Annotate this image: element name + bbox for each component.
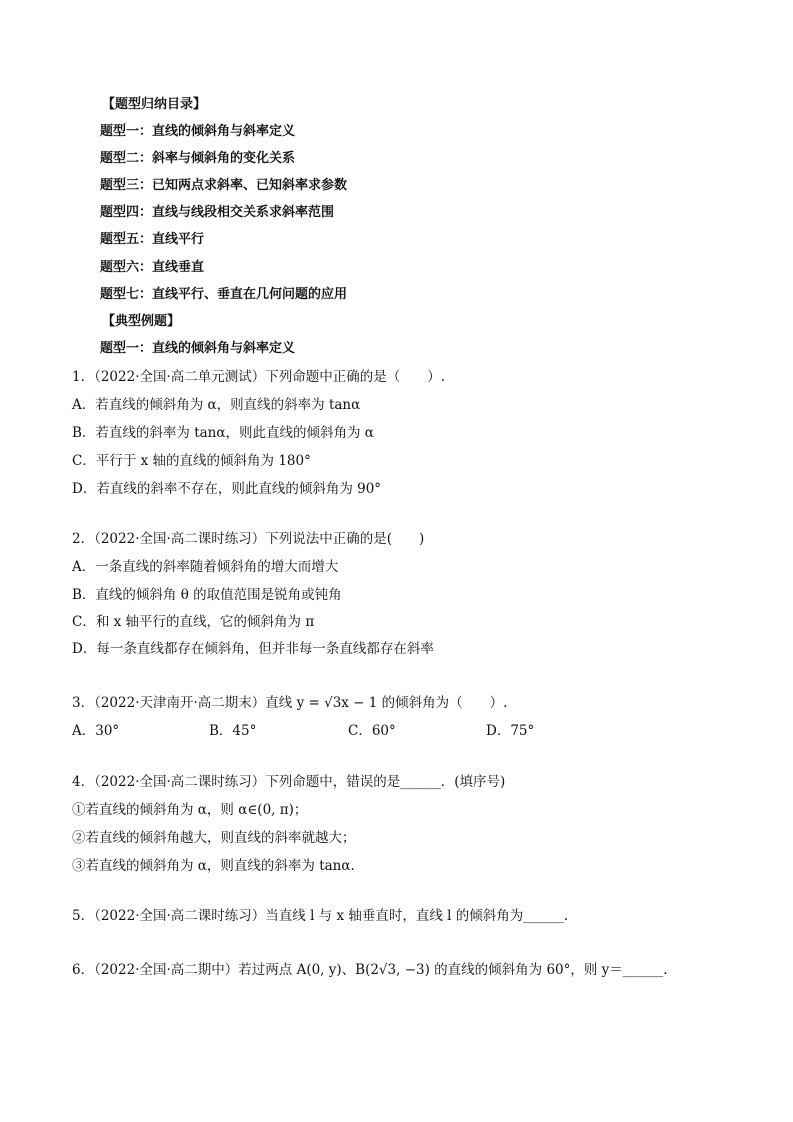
q2-option-d: D．每一条直线都存在倾斜角，但并非每一条直线都存在斜率 [72, 641, 434, 657]
q1-stem: 1．（2022·全国·高二单元测试）下列命题中正确的是（ ）. [72, 369, 446, 385]
q3-option-a: A．30° [72, 723, 120, 739]
q1-option-d: D．若直线的斜率不存在，则此直线的倾斜角为 90° [72, 481, 382, 497]
q2-option-c: C．和 x 轴平行的直线，它的倾斜角为 π [72, 614, 315, 630]
q6-stem: 6．（2022·全国·高二期中）若过两点 A(0, y)、B(2√3, −3) 的直线的倾斜角为 60°，则 y＝______. [72, 962, 668, 978]
q1-option-b: B．若直线的斜率为 tanα，则此直线的倾斜角为 α [72, 425, 374, 441]
toc-item-1: 题型一：直线的倾斜角与斜率定义 [100, 124, 296, 139]
section-title: 题型一：直线的倾斜角与斜率定义 [100, 341, 296, 356]
q4-stem: 4．（2022·全国·高二课时练习）下列命题中，错误的是______．(填序号) [72, 774, 506, 790]
q2-option-b: B．直线的倾斜角 θ 的取值范围是锐角或钝角 [72, 587, 342, 603]
q5-stem: 5．（2022·全国·高二课时练习）当直线 l 与 x 轴垂直时，直线 l 的倾斜角为______. [72, 908, 569, 924]
toc-item-7: 题型七：直线平行、垂直在几何问题的应用 [100, 287, 348, 302]
toc-item-6: 题型六：直线垂直 [100, 260, 205, 275]
q4-statement-2: ②若直线的倾斜角越大，则直线的斜率就越大； [72, 830, 356, 846]
toc-heading: 【题型归纳目录】 [102, 97, 207, 112]
q2-stem: 2．（2022·全国·高二课时练习）下列说法中正确的是( ) [72, 531, 425, 547]
q2-option-a: A．一条直线的斜率随着倾斜角的增大而增大 [72, 559, 339, 575]
q1-option-c: C．平行于 x 轴的直线的倾斜角为 180° [72, 453, 311, 469]
q4-statement-1: ①若直线的倾斜角为 α，则 α∈(0, π)； [72, 802, 308, 818]
q4-statement-3: ③若直线的倾斜角为 α，则直线的斜率为 tanα. [72, 858, 355, 874]
toc-item-2: 题型二：斜率与倾斜角的变化关系 [100, 151, 296, 166]
toc-item-5: 题型五：直线平行 [100, 232, 205, 247]
q3-option-b: B．45° [209, 723, 257, 739]
q1-option-a: A．若直线的倾斜角为 α，则直线的斜率为 tanα [72, 397, 361, 413]
q3-stem: 3．（2022·天津南开·高二期末）直线 y = √3x − 1 的倾斜角为（ ）. [72, 695, 508, 711]
examples-heading: 【典型例题】 [102, 314, 181, 329]
q3-option-d: D．75° [486, 723, 535, 739]
toc-item-3: 题型三：已知两点求斜率、已知斜率求参数 [100, 178, 348, 193]
toc-item-4: 题型四：直线与线段相交关系求斜率范围 [100, 205, 335, 220]
q3-option-c: C．60° [348, 723, 396, 739]
